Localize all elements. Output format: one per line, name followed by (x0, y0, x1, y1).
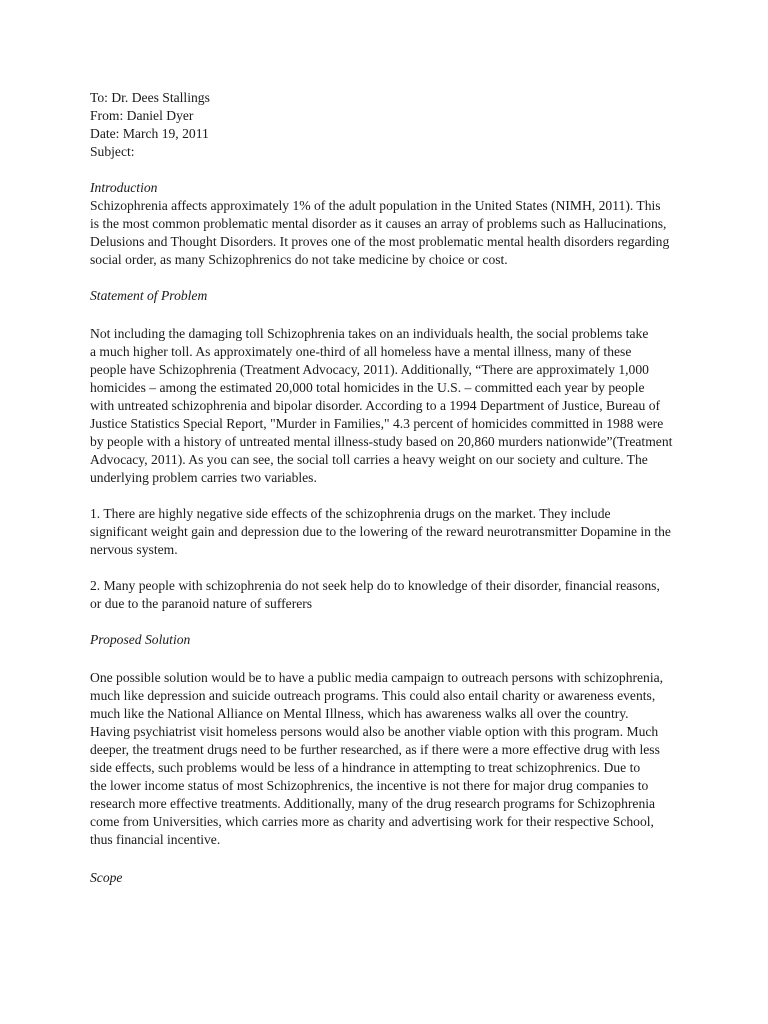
text-line: 1. There are highly negative side effects of the schizophrenia drugs on the market. They include (90, 506, 611, 521)
text-line: Having psychiatrist visit homeless persons would also be another viable option with this program. Much (90, 724, 659, 739)
introduction-paragraph (90, 197, 690, 269)
memo-date: Date: March 19, 2011 (90, 126, 209, 141)
text-line: 2. Many people with schizophrenia do not seek help do to knowledge of their disorder, financial reasons, (90, 578, 660, 593)
statement-paragraph (90, 325, 690, 487)
text-line: come from Universities, which carries more as charity and advertising work for their respective School, (90, 814, 654, 829)
problem-point-2 (90, 577, 690, 613)
text-line: much like depression and suicide outreach programs. This could also entail charity or awareness events, (90, 688, 656, 703)
solution-heading: Proposed Solution (90, 632, 191, 647)
introduction-heading: Introduction (90, 180, 158, 195)
text-line: Not including the damaging toll Schizophrenia takes on an individuals health, the social problems take (90, 326, 649, 341)
text-line: significant weight gain and depression due to the lowering of the reward neurotransmitter Dopamine in the (90, 524, 671, 539)
text-line: or due to the paranoid nature of sufferers (90, 596, 313, 611)
text-line: Schizophrenia affects approximately 1% of the adult population in the United States (NIMH, 2011). This (90, 198, 661, 213)
text-line: with untreated schizophrenia and bipolar disorder. According to a 1994 Department of Justice, Bureau of (90, 398, 661, 413)
statement-heading: Statement of Problem (90, 288, 208, 303)
problem-point-1 (90, 505, 690, 559)
text-line: much like the National Alliance on Mental Illness, which has awareness walks all over the country. (90, 706, 629, 721)
memo-from: From: Daniel Dyer (90, 108, 194, 123)
text-line: Justice Statistics Special Report, "Murder in Families," 4.3 percent of homicides committed in 1988 were (90, 416, 664, 431)
text-line: side effects, such problems would be less of a hindrance in attempting to treat schizophrenics. Due to (90, 760, 641, 775)
text-line: thus financial incentive. (90, 832, 221, 847)
text-line: One possible solution would be to have a public media campaign to outreach persons with schizophrenia, (90, 670, 664, 685)
memo-page (90, 89, 690, 887)
text-line: social order, as many Schizophrenics do not take medicine by choice or cost. (90, 252, 508, 267)
memo-to: To: Dr. Dees Stallings (90, 90, 210, 105)
text-line: research more effective treatments. Additionally, many of the drug research programs for Schizophrenia (90, 796, 656, 811)
text-line: is the most common problematic mental disorder as it causes an array of problems such as Hallucinations, (90, 216, 667, 231)
text-line: deeper, the treatment drugs need to be further researched, as if there were a more effective drug with less (90, 742, 660, 757)
text-line: underlying problem carries two variables. (90, 470, 317, 485)
text-line: nervous system. (90, 542, 178, 557)
text-line: Delusions and Thought Disorders. It proves one of the most problematic mental health disorders regarding (90, 234, 670, 249)
text-line: by people with a history of untreated mental illness-study based on 20,860 murders nationwide”(Treatment (90, 434, 673, 449)
memo-subject: Subject: (90, 144, 135, 159)
memo-header (90, 89, 690, 161)
text-line: Advocacy, 2011). As you can see, the social toll carries a heavy weight on our society and culture. The (90, 452, 648, 467)
text-line: a much higher toll. As approximately one-third of all homeless have a mental illness, many of these (90, 344, 632, 359)
text-line: people have Schizophrenia (Treatment Advocacy, 2011). Additionally, “There are approximately 1,000 (90, 362, 649, 377)
text-line: the lower income status of most Schizophrenics, the incentive is not there for major drug companies to (90, 778, 649, 793)
solution-paragraph (90, 669, 690, 849)
text-line: homicides – among the estimated 20,000 total homicides in the U.S. – committed each year by people (90, 380, 645, 395)
scope-heading: Scope (90, 870, 123, 885)
